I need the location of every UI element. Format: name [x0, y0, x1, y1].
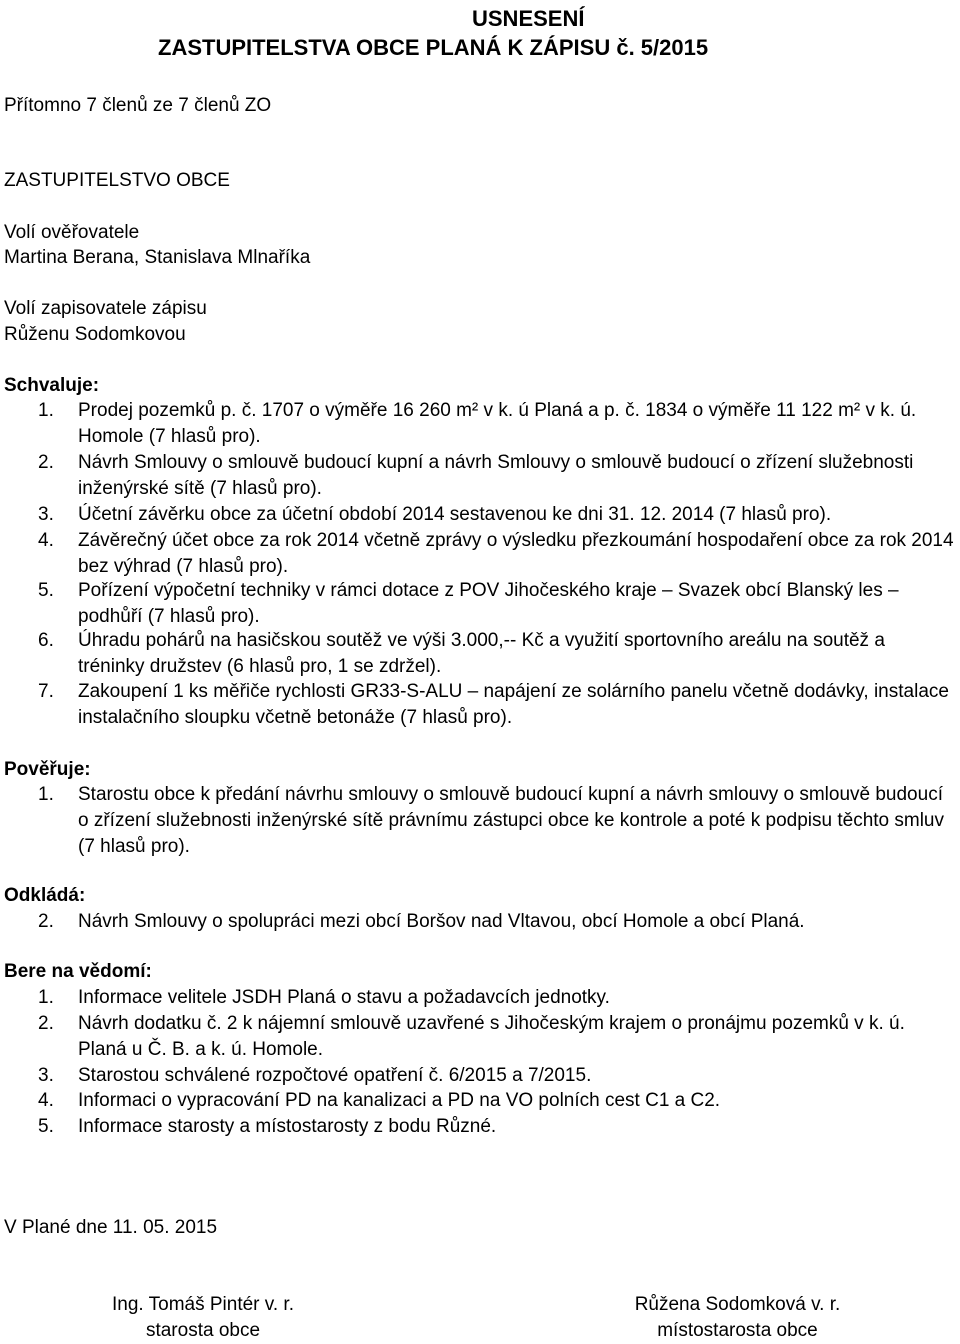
verifiers-names: Martina Berana, Stanislava Mlnaříka [4, 247, 311, 268]
item-number: 4. [38, 1090, 54, 1111]
notes-item-4 [38, 1088, 956, 1114]
item-text: Zakoupení 1 ks měřiče rychlosti GR33-S-ALU – napájení ze solárního panelu včetně dodávky, instalace instalačního sloupku včetně betonáže (7 hlasů pro). [78, 681, 949, 728]
item-number: 1. [38, 784, 54, 805]
item-text: Úhradu pohárů na hasičskou soutěž ve výši 3.000,-- Kč a využití sportovního areálu na soutěž a tréninky družstev (6 hlasů pro, 1 se zdržel). [78, 630, 885, 677]
authorizes-item-1 [38, 782, 956, 860]
item-text: Starostou schválené rozpočtové opatření č. 6/2015 a 7/2015. [78, 1065, 592, 1086]
document-title [0, 4, 960, 62]
approves-item-5 [38, 578, 956, 630]
item-number: 2. [38, 452, 54, 473]
title-line-2: ZASTUPITELSTVA OBCE PLANÁ K ZÁPISU č. 5/2015 [158, 35, 709, 60]
item-text: Informace starosty a místostarosty z bodu Různé. [78, 1116, 497, 1137]
item-text: Starostu obce k předání návrhu smlouvy o smlouvě budoucí kupní a návrh smlouvy o smlouvě budoucí o zřízení služebnosti inženýrské sítě právnímu zástupci obce ke kontrole a poté k podpisu těchto smluv (7 hlasů pro). [78, 784, 945, 857]
signature-role: místostarosta obce [657, 1320, 818, 1341]
place-and-date: V Plané dne 11. 05. 2015 [4, 1217, 218, 1238]
signature-deputy [600, 1292, 875, 1344]
item-text: Návrh Smlouvy o spolupráci mezi obcí Boršov nad Vltavou, obcí Homole a obcí Planá. [78, 911, 805, 932]
item-number: 6. [38, 630, 54, 651]
approves-item-2 [38, 450, 956, 502]
title-line-1: USNESENÍ [472, 6, 585, 31]
notes-item-3 [38, 1063, 956, 1089]
item-number: 7. [38, 681, 54, 702]
notes-item-5 [38, 1114, 956, 1140]
item-number: 5. [38, 1116, 54, 1137]
item-text: Informace velitele JSDH Planá o stavu a požadavcích jednotky. [78, 987, 610, 1008]
item-number: 1. [38, 400, 54, 421]
recorders-names: Růženu Sodomkovou [4, 324, 186, 345]
signature-name: Růžena Sodomková v. r. [634, 1294, 841, 1315]
item-text: Návrh dodatku č. 2 k nájemní smlouvě uzavřené s Jihočeským krajem o pronájmu pozemků v k. ú. Planá u Č. B. a k. ú. Homole. [78, 1013, 905, 1060]
item-number: 4. [38, 530, 54, 551]
item-number: 3. [38, 504, 54, 525]
item-text: Informaci o vypracování PD na kanalizaci a PD na VO polních cest C1 a C2. [78, 1090, 721, 1111]
item-text: Závěrečný účet obce za rok 2014 včetně zprávy o výsledku přezkoumání hospodaření obce za rok 2014 bez výhrad (7 hlasů pro). [78, 530, 954, 577]
approves-item-6 [38, 628, 956, 680]
item-text: Pořízení výpočetní techniky v rámci dotace z POV Jihočeského kraje – Svazek obcí Blanský les – podhůří (7 hlasů pro). [78, 580, 899, 627]
signature-name: Ing. Tomáš Pintér v. r. [112, 1294, 294, 1315]
recorders-heading: Volí zapisovatele zápisu [4, 298, 207, 319]
item-number: 5. [38, 580, 54, 601]
postpones-heading: Odkládá: [4, 885, 86, 906]
approves-item-3 [38, 502, 956, 528]
verifiers-heading: Volí ověřovatele [4, 222, 140, 243]
item-text: Účetní závěrku obce za účetní období 2014 sestavenou ke dni 31. 12. 2014 (7 hlasů pro). [78, 504, 832, 525]
item-number: 2. [38, 1013, 54, 1034]
notes-heading: Bere na vědomí: [4, 961, 152, 982]
approves-heading: Schvaluje: [4, 375, 100, 396]
item-number: 1. [38, 987, 54, 1008]
item-number: 2. [38, 911, 54, 932]
council-heading: ZASTUPITELSTVO OBCE [4, 170, 230, 191]
item-number: 3. [38, 1065, 54, 1086]
authorizes-heading: Pověřuje: [4, 759, 91, 780]
approves-item-1 [38, 398, 956, 450]
approves-item-7 [38, 679, 956, 731]
signature-mayor [78, 1292, 328, 1344]
notes-item-2 [38, 1011, 956, 1063]
signature-role: starosta obce [145, 1320, 261, 1341]
postpones-item-2 [38, 909, 956, 935]
attendance-line: Přítomno 7 členů ze 7 členů ZO [4, 95, 272, 116]
approves-item-4 [38, 528, 956, 580]
item-text: Návrh Smlouvy o smlouvě budoucí kupní a návrh Smlouvy o smlouvě budoucí o zřízení služebnosti inženýrské sítě (7 hlasů pro). [78, 452, 914, 499]
item-text: Prodej pozemků p. č. 1707 o výměře 16 260 m² v k. ú Planá a p. č. 1834 o výměře 11 122 m² v k. ú. Homole (7 hlasů pro). [78, 400, 917, 447]
notes-item-1 [38, 985, 956, 1011]
